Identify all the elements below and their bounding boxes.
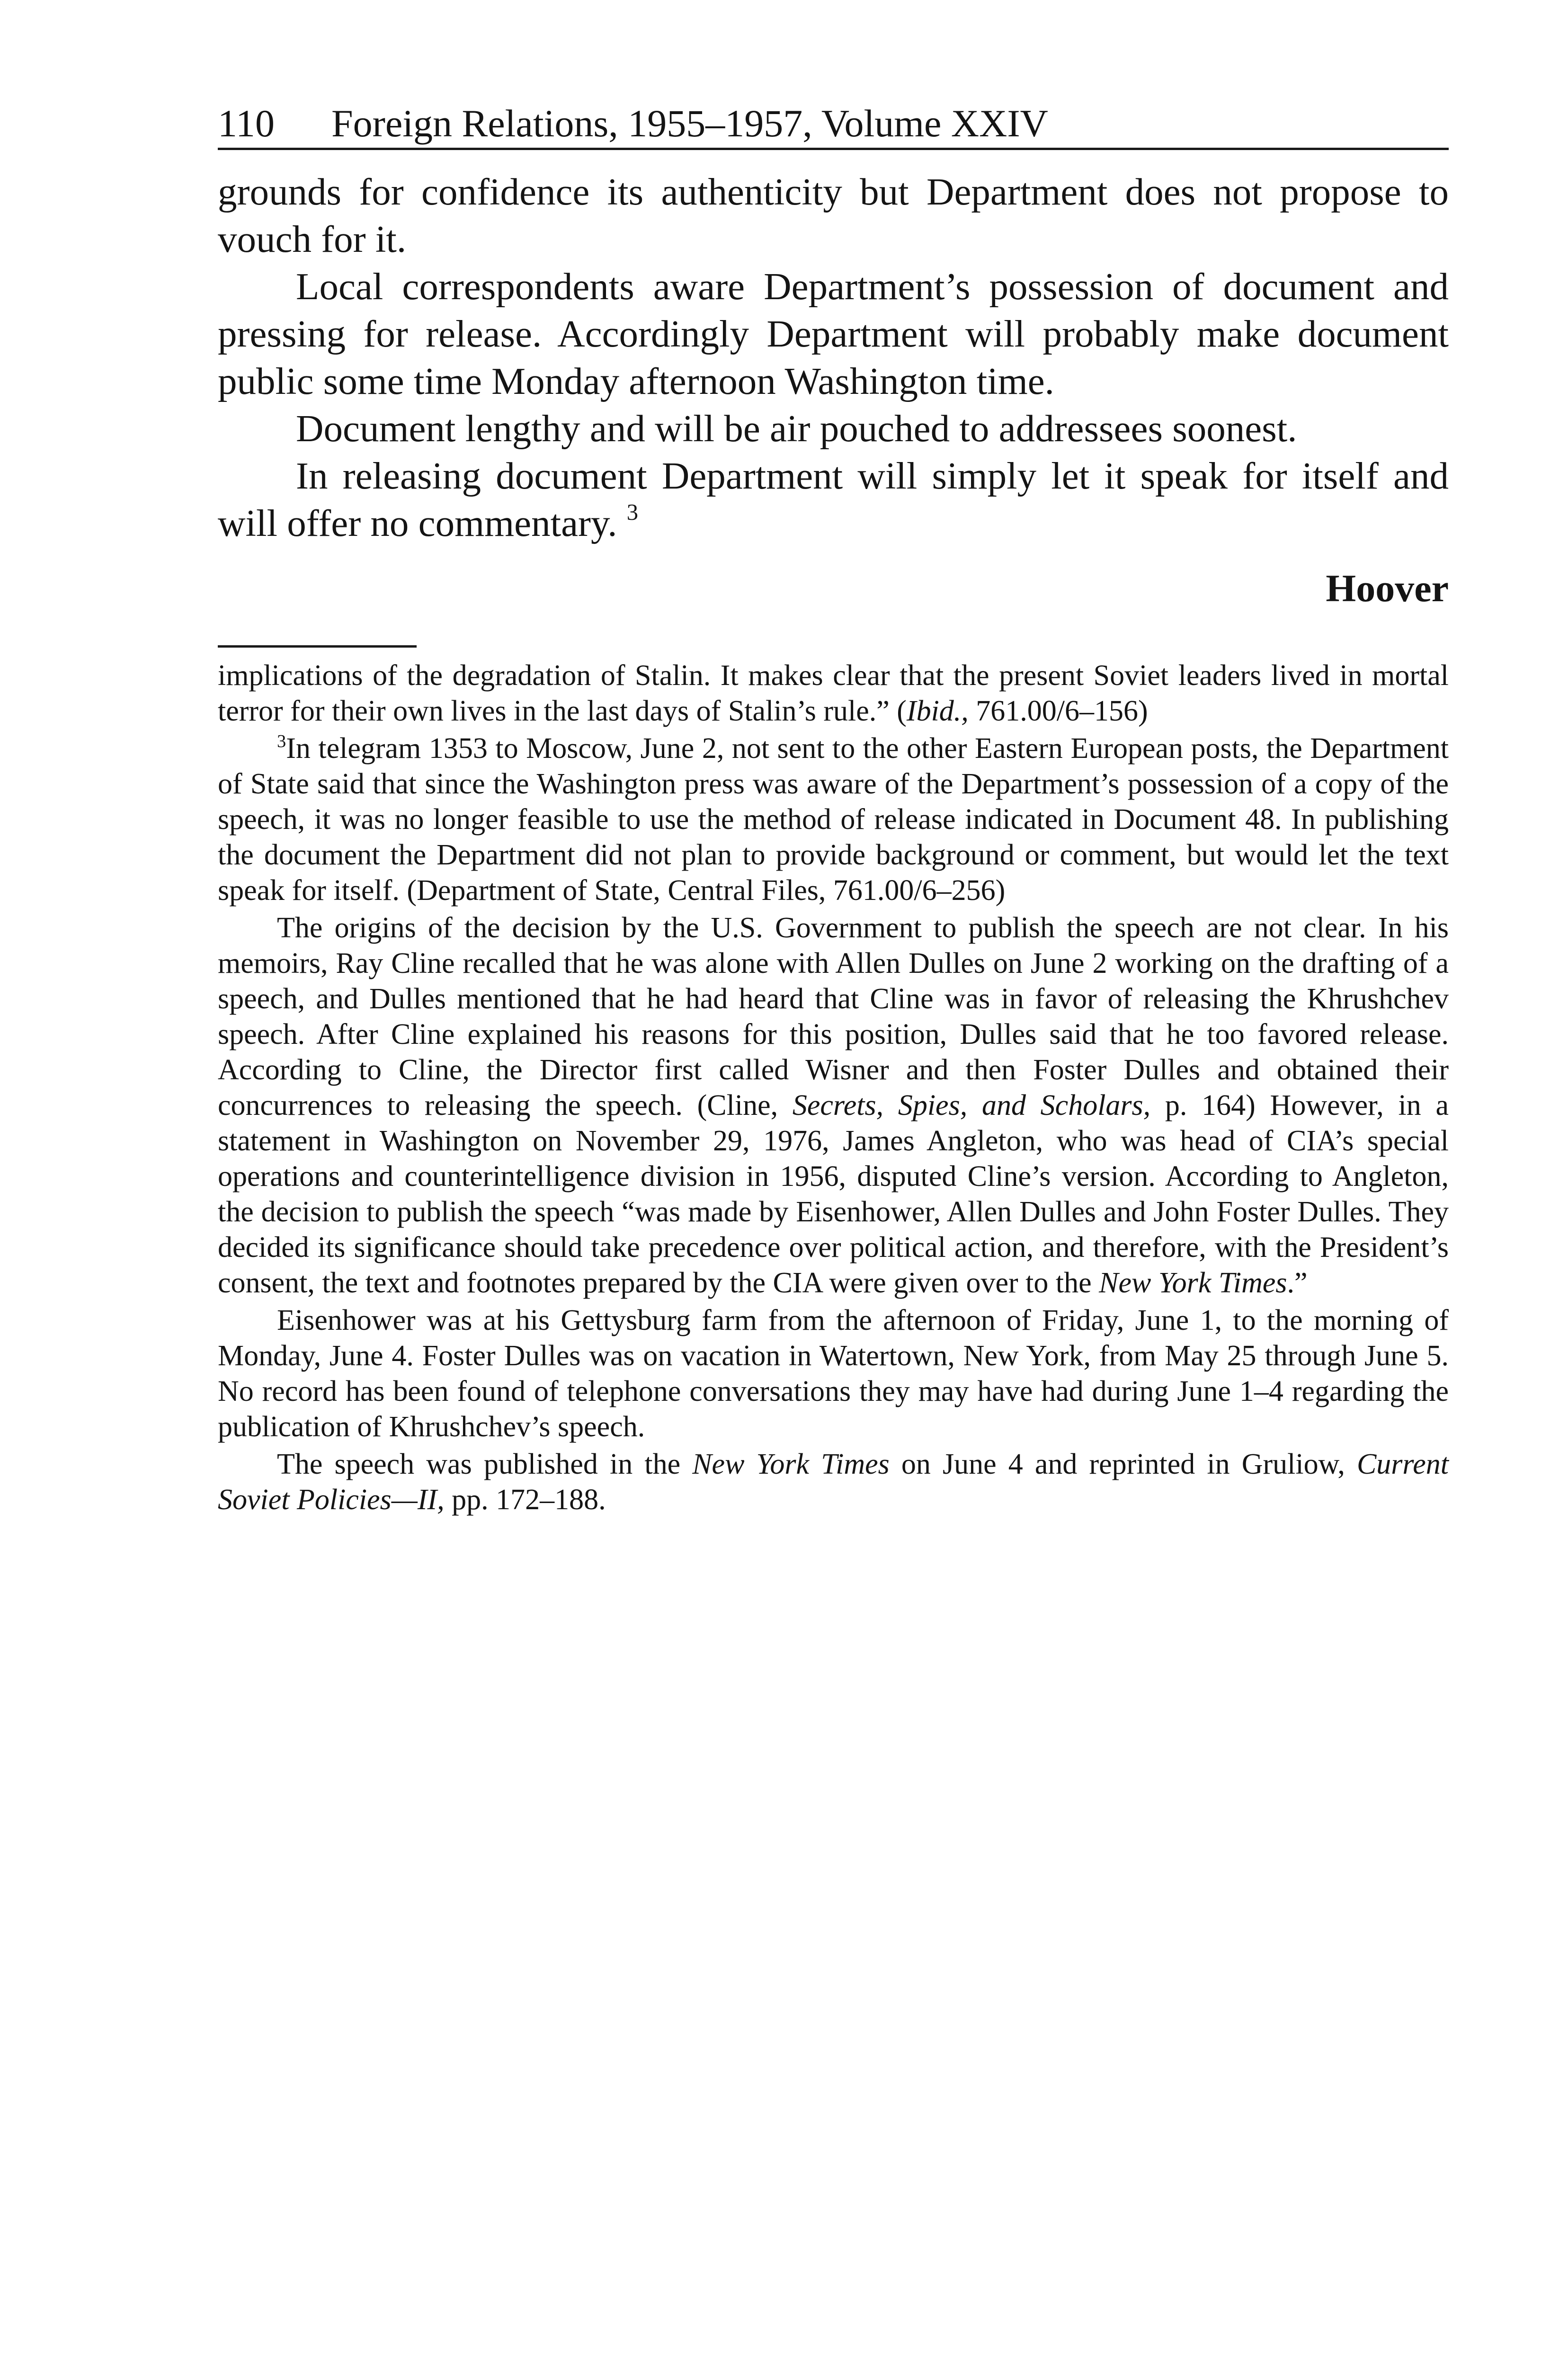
telegram-body [218,168,1449,547]
footnote-3 [218,731,1449,908]
footnote-reference-3: 3 [626,499,639,525]
newspaper-title: New York Times [1099,1267,1287,1299]
footnote-3-text: In telegram 1353 to Moscow, June 2, not sent to the other Eastern European posts, the Department of State said that since the Washington press was aware of the Department’s possession of a copy of the speech, it was no longer feasible to use the method of release indicated in Document 48. In publishing the document the Department did not plan to provide background or comment, but would let the text speak for itself. (Department of State, Central Files, 761.00/6–256) [218,732,1449,907]
body-paragraph-4 [218,452,1449,547]
book-title-cline: Secrets, Spies, and Scholars, [792,1089,1151,1121]
footnote-3-mark: 3 [277,731,286,751]
footnote-paragraph-publication: The speech was published in the New York Times on June 4 and reprinted in Gruliow, Current Soviet Policies—II, pp. 172–188. [218,1448,1449,1516]
signature: Hoover [1326,567,1449,610]
footnote-divider [218,645,417,648]
book-title-gruliow: Current Soviet Policies—II, [218,1448,1449,1516]
body-paragraph-4-text: In releasing document Department will simply let it speak for itself and will offer no commentary. [218,454,1449,544]
volume-title: Foreign Relations, 1955–1957, Volume XXIV [331,102,1048,145]
footnotes-section [218,658,1449,1518]
body-paragraph-2: Local correspondents aware Department’s possession of document and pressing for release. Accordingly Department will probably make document public some time Monday afternoon Washington time. [218,265,1449,402]
ibid-citation: Ibid., [906,695,969,727]
footnote-paragraph-eisenhower: Eisenhower was at his Gettysburg farm from the afternoon of Friday, June 1, to the morning of Monday, June 4. Foster Dulles was on vacation in Watertown, New York, from May 25 through June 5. No record has been found of telephone conversations they may have had during June 1–4 regarding the publication of Khrushchev’s speech. [218,1304,1449,1443]
body-paragraph-3: Document lengthy and will be air pouched to addressees soonest. [296,407,1297,450]
footnote-continuation: implications of the degradation of Stalin. It makes clear that the present Soviet leaders lived in mortal terror for their own lives in the last days of Stalin’s rule.” (Ibid., 761.00/6–156) [218,659,1449,727]
footnote-paragraph-origins: The origins of the decision by the U.S. Government to publish the speech are not clear. In his memoirs, Ray Cline recalled that he was alone with Allen Dulles on June 2 working on the drafting of a speech, and Dulles mentioned that he had heard that Cline was in favor of releasing the Khrushchev speech. After Cline explained his reasons for this position, Dulles said that he too favored release. According to Cline, the Director first called Wisner and then Foster Dulles and obtained their concurrences to releasing the speech. (Cline, Secrets, Spies, and Scholars, p. 164) However, in a statement in Washington on November 29, 1976, James Angleton, who was head of CIA’s special operations and counterintelligence division in 1956, disputed Cline’s version. According to Angleton, the decision to publish the speech “was made by Eisenhower, Allen Dulles and John Foster Dulles. They decided its significance should take precedence over political action, and therefore, with the President’s consent, the text and footnotes prepared by the CIA were given over to the New York Times.” [218,912,1449,1299]
running-header [218,104,1449,150]
body-paragraph-1: grounds for confidence its authenticity but Department does not propose to vouch for it. [218,170,1449,260]
document-page [218,104,1449,1520]
page-number: 110 [218,102,275,145]
newspaper-title-2: New York Times [692,1448,890,1480]
